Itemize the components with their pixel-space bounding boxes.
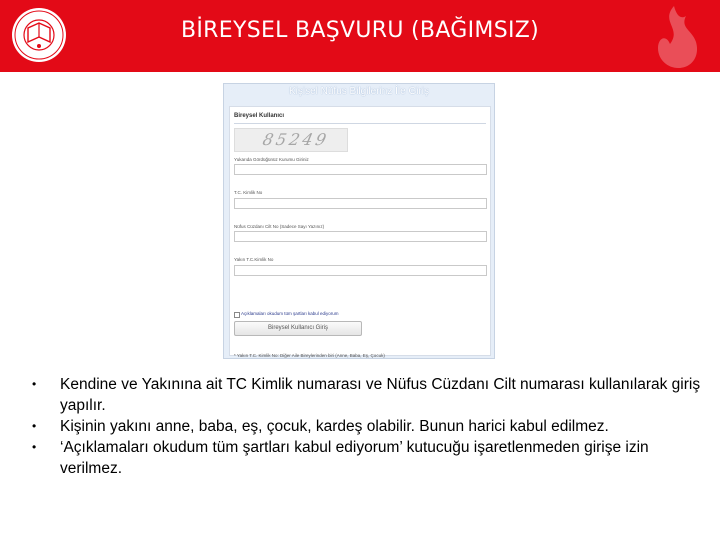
bullet-item [32,374,712,416]
captcha-field-label: Yukarıda Gördüğünüz Kurumu Giriniz [234,157,309,162]
page-title: BİREYSEL BAŞVURU (BAĞIMSIZ) [180,18,540,43]
cilt-no-input[interactable] [234,231,487,242]
panel-heading: Bireysel Kullanıcı [234,113,285,119]
bullet-text: Kişinin yakını anne, baba, eş, çocuk, kardeş olabilir. Bunun harici kabul edilmez. [60,418,609,435]
consent-checkbox[interactable] [234,312,240,318]
header-bar [0,0,720,72]
bullet-text: ‘Açıklamaları okudum tüm şartları kabul ediyorum’ kutucuğu işaretlenmeden girişe izin verilmez. [60,439,649,477]
bullet-item [32,416,712,437]
login-screenshot [223,83,495,359]
footnote: * Yakın T.C. Kimlik No: Diğer Aile Bireylerinden biri (Anne, Baba, Eş, Çocuk) [234,353,385,358]
login-button[interactable]: Bireysel Kullanıcı Giriş [234,321,362,336]
bullet-list [32,374,712,479]
captcha-input[interactable] [234,164,487,175]
captcha-image [234,128,348,152]
divider [234,123,486,124]
yakin-tc-label: Yakın T.C.Kimlik No [234,257,274,262]
bullet-item [32,437,712,479]
flame-icon [640,4,702,70]
tc-kimlik-label: T.C. Kimlik No [234,190,263,195]
login-panel [229,106,491,356]
bullet-icon: • [32,419,37,433]
cilt-no-label: Nüfus Cüzdanı Cilt No (Sadece Sayı Yazınız) [234,224,325,229]
tc-kimlik-input[interactable] [234,198,487,209]
consent-label: Açıklamaları okudum tüm şartları kabul ediyorum [241,311,339,316]
bullet-text: Kendine ve Yakınına ait TC Kimlik numarası ve Nüfus Cüzdanı Cilt numarası kullanılarak giriş yapılır. [60,376,701,414]
yakin-tc-input[interactable] [234,265,487,276]
bullet-icon: • [32,440,37,454]
bullet-icon: • [32,377,37,391]
captcha-text: 85249 [260,130,331,149]
screenshot-title: Kişisel Nüfus Bilgilerinz İle Giriş [288,86,430,97]
